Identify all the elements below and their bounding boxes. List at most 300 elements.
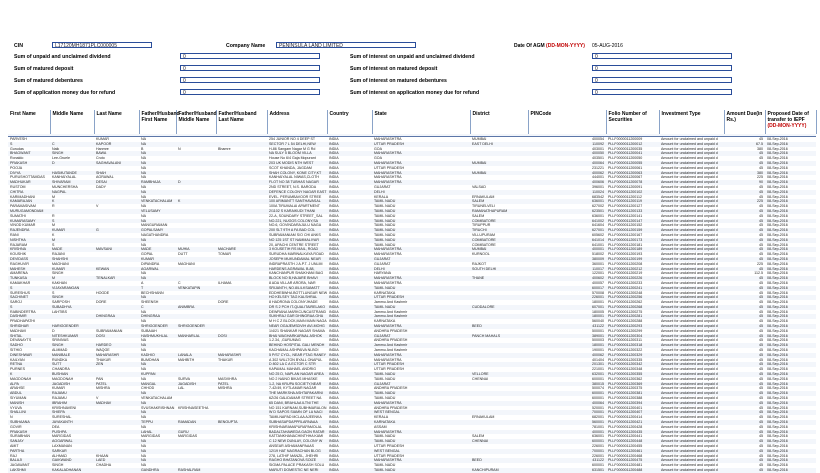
table-cell: 627002 (592, 204, 604, 209)
table-cell: PLLF0000011200035 (608, 146, 643, 151)
table-cell: 08-Sep-2016 (765, 314, 816, 319)
table-cell: 12/19 HAT NAGRACHAN BLOG (267, 449, 327, 454)
table-cell: Amount for unclaimed and unpaid d (661, 300, 718, 305)
table-cell: CHHOD (141, 386, 155, 391)
table-cell: INDIA (327, 372, 372, 377)
company-name-field[interactable]: PENINSULA LAND LIMITED (276, 42, 416, 48)
table-cell: INDIA (327, 420, 372, 425)
table-cell: 6Z/26 GALIDAMAR STREET NA (269, 396, 322, 401)
table-cell: SURESHAL (52, 415, 72, 420)
table-cell: 45 (759, 453, 763, 458)
table-cell: 631501 (528, 468, 606, 473)
table-cell: NA (139, 401, 176, 406)
table-cell: Amount for unclaimed and unpaid d (661, 444, 718, 448)
table-cell: 45 (759, 300, 763, 305)
table-cell: House No 6/4 Gaja Mopurant (269, 156, 316, 161)
table-cell: M (52, 223, 55, 228)
table-cell: Amount for unclaimed and unpaid d (661, 386, 718, 391)
table-cell: INDRAPRASTH J A.P.T. J UNLIM (269, 261, 323, 266)
table-cell: MISHRA (96, 386, 110, 391)
table-cell: 08-Sep-2016 (767, 261, 788, 266)
table-cell: MAHARASHTRA (372, 151, 470, 156)
table-cell: 65 DANI, BRAHLAA ILTNI THE (267, 401, 327, 406)
table-cell: 180005 (592, 309, 604, 314)
table-cell: 45 (759, 223, 763, 228)
table-cell: LAHAL (139, 430, 176, 435)
table-cell: 08-Sep-2016 (767, 338, 788, 343)
table-cell: 45 (759, 194, 763, 199)
table-cell: INDIA (327, 305, 372, 310)
table-cell: NA (141, 319, 146, 324)
summary-right-field-1[interactable]: 0 (592, 65, 732, 71)
table-cell: 560001 (528, 420, 606, 425)
table-cell: 08-Sep-2016 (765, 401, 816, 406)
table-cell: 641001 (592, 242, 604, 247)
table-cell: K (176, 199, 216, 204)
table-cell: PLLF0000011200147 (606, 219, 659, 224)
table-cell: 08-Sep-2016 (765, 439, 816, 444)
cin-field[interactable]: L17120MH1871PLC000005 (52, 42, 152, 48)
company-label: Company Name (226, 43, 266, 49)
table-cell: MAHARASHTRA (374, 252, 402, 257)
table-cell: PLLF0000011200055 (606, 161, 659, 166)
table-cell: 45 (759, 242, 763, 247)
table-cell: 45 (724, 276, 765, 281)
table-cell: PLLF0000011200012 (606, 142, 659, 147)
summary-right-field-3[interactable]: 0 (592, 89, 732, 95)
table-cell: 45 (724, 314, 765, 319)
table-cell: PLLF0000011200127 (608, 204, 643, 209)
table-cell: 08-Sep-2016 (767, 204, 788, 209)
table-cell: 08-Sep-2016 (767, 463, 788, 468)
summary-right-label-1: Sum of interest on matured deposit (350, 66, 438, 72)
table-cell: NA (141, 348, 146, 353)
table-cell: NO 125 1ST ST NAMMALIYAR (267, 238, 327, 243)
table-cell: DELHI (372, 267, 470, 272)
table-cell: 45 (759, 348, 763, 353)
table-cell: T (139, 286, 176, 291)
table-cell: FLOT NO 38 TUBHAS NAGAR (267, 180, 327, 185)
table-cell: 400064 (528, 401, 606, 406)
table-cell: 400602 (528, 276, 606, 281)
column-header (50, 110, 94, 134)
table-cell: 641014 (528, 238, 606, 243)
table-cell: INDIA (327, 410, 372, 415)
table-cell: PLLF0000011200233 (608, 280, 643, 285)
table-cell: Amount for unclaimed and unpaid d (661, 319, 718, 324)
table-cell: 200 SLT 9TH A FA BAD COL (267, 228, 327, 233)
table-cell: Amount for unclaimed and unpaid d (661, 357, 718, 362)
table-cell: PLLF0000011200193 (608, 252, 643, 257)
table-cell: PLLF0000011200362 (608, 376, 643, 381)
table-cell: SAGHAVALANI (94, 161, 139, 166)
table-cell: RAMADAN (176, 420, 216, 425)
table-cell: UTTAR PRADESH (374, 453, 405, 458)
table-cell: SINGH (50, 343, 94, 348)
table-cell: INDIA (327, 401, 372, 406)
table-cell: HOGDE (96, 290, 110, 295)
table-cell: ARAHSE (10, 386, 25, 391)
table-cell: D (176, 180, 216, 185)
table-cell: UTTAR PRADESH (374, 444, 405, 448)
table-cell: Amount for unclaimed and unpaid d (661, 165, 718, 170)
table-cell: DINESHWAR (8, 353, 50, 358)
table-cell: KUMAR (50, 267, 94, 272)
table-cell: SALEM (472, 434, 485, 439)
table-cell: 08-Sep-2016 (767, 357, 788, 362)
table-cell: 08-Sep-2016 (765, 219, 816, 224)
summary-left-field-0[interactable]: 0 (180, 53, 320, 59)
table-cell: MAHARASHTRA (374, 137, 402, 141)
table-cell: Amount for unclaimed and unpaid d (661, 415, 718, 420)
table-cell: KARNATAKA (374, 290, 396, 295)
table-cell: 278, LATHIF MANZIL, JHEHRI (269, 453, 319, 458)
table-cell: 225 (757, 175, 763, 180)
table-row (8, 468, 816, 473)
table-cell: 08-Sep-2016 (765, 286, 816, 291)
summary-right-field-0[interactable]: 0 (592, 53, 732, 59)
table-cell: SHAH (94, 171, 139, 176)
table-cell: K (8, 372, 50, 377)
table-cell: 45 (724, 257, 765, 262)
table-cell: PRADHAPATHI (10, 319, 36, 324)
table-cell: INDIA (329, 146, 339, 151)
column-header (470, 110, 528, 134)
table-cell: LAL (178, 386, 185, 391)
table-cell: 400057 (592, 280, 604, 285)
table-cell: PLLF0000011200299 (608, 328, 643, 333)
column-header-label: Investment Type (661, 111, 701, 117)
table-cell: TAMILNAPAD MCLAA AJEENKA (269, 415, 322, 420)
table-cell: PLLF0000011200455 (608, 444, 643, 448)
table-cell: UTTAR PRADESH (372, 295, 470, 300)
table-cell: PLLF0000011200159 (606, 228, 659, 233)
column-header (94, 110, 139, 134)
table-cell: GANDHRA (139, 468, 176, 473)
table-cell: WEST BENGAL (372, 410, 470, 415)
table-cell: H-86 Sangam Nagar M G Rd (269, 146, 316, 151)
table-cell: 08-Sep-2016 (765, 161, 816, 166)
table-cell: 45 (759, 338, 763, 343)
table-cell: SCOT KHANDA, JAGDAM (269, 165, 312, 170)
table-cell: Amount for unclaimed and unpaid d (661, 405, 718, 410)
table-cell: INDIA (329, 213, 339, 218)
table-cell: KUPPAN (139, 372, 176, 377)
table-cell: 08-Sep-2016 (767, 415, 788, 420)
table-cell: PLLF0000011200441 (608, 434, 643, 439)
table-cell: ANSEAR ASHAMANPAAAS (269, 444, 315, 448)
table-cell: 45 (724, 430, 765, 435)
table-cell: MASVIHRA (218, 376, 237, 381)
table-cell: 45 (724, 458, 765, 463)
table-cell: MURUGAMONDIAM (8, 209, 50, 214)
table-cell: UTTAR PRADESH (372, 142, 470, 147)
table-cell: INDIA (329, 156, 339, 161)
table-cell: SUBRAMANIAM S/O CHI ANKS (269, 232, 321, 237)
table-cell: A 302 WILLTON BYALL ONAPUL (269, 357, 323, 362)
table-cell: 08-Sep-2016 (765, 468, 816, 473)
table-cell: Amount for unclaimed and unpaid d (659, 286, 724, 291)
table-cell: INDIA (329, 184, 339, 189)
table-cell: INDIA (329, 348, 339, 353)
table-cell: Amount for unclaimed and unpaid d (659, 334, 724, 339)
table-cell: NISHTHA (8, 238, 50, 243)
column-header-label: Country (329, 111, 349, 117)
table-cell: 1.2.34, ,GURUMAG (269, 338, 301, 343)
table-cell: LANALA (176, 353, 216, 358)
table-cell: WAQGE (96, 348, 110, 353)
table-cell: NA (141, 156, 146, 161)
table-cell: TAMIL NADU (372, 372, 470, 377)
table-cell: 45 (724, 362, 765, 367)
table-cell: 203 UK MODIS NTH WEST (267, 161, 327, 166)
table-cell: PRAKASH (8, 161, 50, 166)
table-cell: KAPAMAL MAHAEL ANDRIG (269, 367, 316, 372)
table-cell: PLLF0000011200173 (606, 238, 659, 243)
table-cell: NA SULY 5 BLOOM VILLA (267, 151, 327, 156)
table-cell: KERALA (374, 194, 389, 199)
table-cell: KAPOOR (94, 142, 139, 147)
table-cell: NA (141, 184, 146, 189)
table-cell: 90 (724, 180, 765, 185)
table-cell: Amount for unclaimed and unpaid d (659, 305, 724, 310)
agm-label (514, 43, 585, 49)
column-header (267, 110, 327, 134)
summary-left-field-1[interactable]: 0 (180, 65, 320, 71)
table-cell: 632001 (528, 372, 606, 377)
investor-table (8, 110, 817, 473)
table-cell: MAGHANI (52, 261, 69, 266)
table-cell: KEWAN (94, 267, 139, 272)
table-cell: RAMANATHAPURAM (470, 209, 528, 214)
table-cell: D 802 LA C A ECTOR C STR (267, 362, 327, 367)
table-cell: TAMIL NADU (374, 232, 396, 237)
table-cell: N (10, 415, 13, 420)
table-cell: K (52, 232, 55, 237)
table-cell: NA (139, 295, 176, 300)
table-cell: INDIA (327, 267, 372, 272)
table-cell: BHAGWANT (8, 151, 50, 156)
table-cell: 08-Sep-2016 (765, 334, 816, 339)
table-cell: 380 (724, 171, 765, 176)
column-header-label: Address (269, 111, 290, 117)
table-cell: 401404 (592, 357, 604, 362)
table-cell: INDIA (329, 386, 339, 391)
summary-right-field-2[interactable]: 0 (592, 77, 732, 83)
table-cell: LAKSHMI (8, 468, 50, 473)
table-cell: PLLF0000011200288 (608, 319, 643, 324)
table-cell: TAMIL NADU (372, 439, 470, 444)
table-cell: Amount for unclaimed and unpaid d (659, 276, 724, 281)
summary-left-field-3[interactable]: 0 (180, 89, 320, 95)
table-cell: INDIA (329, 204, 339, 209)
table-cell: INDIA (327, 430, 372, 435)
table-cell: MAHARASHR (94, 353, 139, 358)
table-cell: MAVSANI (94, 247, 139, 252)
table-cell: SUBAIAH (141, 328, 157, 333)
table-cell: SITHIO (10, 348, 22, 353)
table-cell: 607001 (528, 305, 606, 310)
column-header (8, 110, 50, 134)
table-cell: TAMIL NADU (372, 228, 470, 233)
table-cell: Amount for unclaimed and unpaid d (661, 328, 718, 333)
table-cell: RABINDERTRA (10, 309, 36, 314)
table-cell: 400050 (528, 151, 606, 156)
table-cell: DORE (218, 300, 229, 305)
table-cell: INDIA (327, 449, 372, 454)
table-cell: NA (141, 415, 146, 420)
table-cell: Amount for unclaimed and unpaid d (659, 353, 724, 358)
table-cell: INDIA (329, 242, 339, 247)
table-cell: TAMIL NADU (372, 391, 470, 396)
table-cell: INDIA (327, 161, 372, 166)
table-cell: Jammu And Kashmir (374, 300, 408, 305)
table-cell: VENKATACHALAM (139, 199, 176, 204)
table-cell: INDIA (329, 165, 339, 170)
summary-left-field-2[interactable]: 0 (180, 77, 320, 83)
agm-date-value[interactable]: 05-AUG-2016 (592, 43, 623, 49)
table-cell: PLLF0000011200212 (606, 267, 659, 272)
table-cell: SHEENSH (141, 300, 159, 305)
table-cell: 180001 (528, 343, 606, 348)
table-cell: NA (139, 391, 176, 396)
table-cell: CHADHA (96, 463, 112, 468)
table-cell: SUTT (50, 362, 94, 367)
table-cell: ANDHRA PRADESH (374, 405, 408, 410)
column-header-label: Middle Name (52, 111, 84, 117)
table-cell: 110024 (528, 190, 606, 195)
table-cell: MUMBAI (470, 161, 528, 166)
table-cell: PURNES (10, 367, 25, 372)
table-cell: Amount for unclaimed and unpaid d (659, 247, 724, 252)
table-cell: TIRUCHI (470, 228, 528, 233)
table-cell: RETNA (8, 362, 50, 367)
table-cell: INDIA (329, 252, 339, 257)
table-cell: VILLUPURAM (472, 232, 495, 237)
table-cell: DELHI (372, 190, 470, 195)
table-cell: Amount for unclaimed and unpaid d (661, 137, 718, 141)
table-cell: MARGIDAS (178, 434, 198, 439)
table-cell: SADHO (8, 343, 50, 348)
table-cell: TAMIL NADU (372, 219, 470, 224)
table-cell: Amount for unclaimed and unpaid d (661, 204, 718, 209)
table-cell: 08-Sep-2016 (765, 362, 816, 367)
table-cell: NA (139, 238, 176, 243)
table-cell: KANHAIYALAL NIWAS,CLOTH (269, 175, 319, 180)
table-cell: SHRIGOENDER (176, 324, 216, 329)
table-cell: 623501 (528, 209, 606, 214)
table-cell: INDIA (327, 171, 372, 176)
table-cell: 180001 (592, 300, 604, 305)
table-cell: 403501 (592, 156, 604, 161)
table-cell: GURU (176, 430, 216, 435)
table-cell: SAROJ (10, 300, 22, 305)
table-cell: RAJENDRA (8, 228, 50, 233)
table-cell: SUBHASAPDAPPRLARNAAA (267, 420, 327, 425)
table-cell: ALHMAD (52, 453, 67, 458)
table-cell: A (141, 280, 144, 285)
table-cell: 520001 (592, 405, 604, 410)
table-cell: 5 P/S7 CYCL, NEAR FTAG RANEY (269, 352, 327, 357)
table-cell: NA (139, 458, 176, 463)
table-cell: M (50, 276, 94, 281)
table-cell: 08-Sep-2016 (765, 305, 816, 310)
table-cell: 08-Sep-2016 (765, 449, 816, 454)
table-cell: 45 (724, 420, 765, 425)
table-cell: RAJ (10, 453, 17, 458)
table-cell: 08-Sep-2016 (767, 319, 788, 324)
table-cell: 600001 (592, 463, 604, 468)
table-cell: NO 2 NAINO BIKAS MHASKE (269, 376, 318, 381)
table-cell: Amount for unclaimed and unpaid d (661, 146, 718, 151)
column-header (327, 110, 372, 134)
table-cell: Amount for unclaimed and unpaid d (659, 190, 724, 195)
table-cell: PLLF0000011200401 (608, 405, 643, 410)
table-cell: MAHARASHTRA (374, 175, 402, 180)
column-header (176, 110, 216, 134)
table-cell: VIJAYARANGAN (50, 286, 94, 291)
table-cell: 08-Sep-2016 (765, 228, 816, 233)
column-header (724, 110, 765, 134)
table-cell: PLLF0000011200133 (606, 209, 659, 214)
table-cell: 683542 (592, 194, 604, 199)
table-cell: Amount for unclaimed and unpaid d (661, 367, 718, 372)
table-cell: Jammu And Kashmir (374, 348, 408, 353)
table-cell: TAMIL NADU (374, 434, 396, 439)
table-cell: TIRUPPUR (472, 223, 491, 228)
table-cell: INDIA (329, 434, 339, 439)
table-cell: SHITAL (8, 334, 50, 339)
table-cell: NEAR OGAJEMSDVIH AVI-MOHG (267, 324, 327, 329)
table-cell: INDIA (327, 219, 372, 224)
table-cell: SUBHAANA (8, 420, 50, 425)
table-cell: SANJAY (8, 439, 50, 444)
table-cell: KAMARAJAN (8, 199, 50, 204)
table-cell: INDIA (327, 362, 372, 367)
table-cell: 600001 (592, 396, 604, 401)
table-cell: Amount for unclaimed and unpaid d (661, 242, 718, 247)
table-cell: NA (139, 439, 176, 444)
table-cell: M H C Z BLOCK,MAIN MAIN NAGA (269, 319, 327, 324)
table-cell: INDIA (327, 382, 372, 387)
table-cell: 45 (759, 184, 763, 189)
table-cell: TAMIL NADU (372, 286, 470, 291)
table-cell: PARAMASIVAM (10, 204, 36, 209)
table-cell: VELLORE (470, 372, 528, 377)
table-cell: NA (141, 271, 146, 276)
table-cell: ERNAKULAM (472, 415, 495, 420)
table-cell: 08-Sep-2016 (767, 223, 788, 228)
table-cell: NA (139, 190, 176, 195)
table-cell: NA (141, 204, 146, 209)
table-cell: INDIA (327, 276, 372, 281)
table-cell: Amount for unclaimed and unpaid d (661, 223, 718, 228)
table-cell: C (139, 305, 176, 310)
table-cell: 400062 (528, 171, 606, 176)
table-cell: Amount for unclaimed and unpaid d (661, 280, 718, 285)
table-cell: RAJARAM (10, 242, 28, 247)
table-cell: 380 (757, 146, 763, 151)
table-cell: Amount for unclaimed and unpaid d (659, 401, 724, 406)
table-cell: NA (141, 242, 146, 247)
table-cell: W D SAPOS SIAMN OF LA NACI (267, 410, 327, 415)
table-cell: Amount for unclaimed and unpaid d (659, 180, 724, 185)
table-cell: ZEN (94, 362, 139, 367)
table-cell: MARUTI DOMESTIC NE NERI (267, 468, 327, 473)
table-cell: MUNCHERSHA (52, 184, 78, 189)
table-cell: Lee-Gruele (52, 156, 70, 161)
table-cell: PLLF0000011200009 (608, 137, 643, 141)
